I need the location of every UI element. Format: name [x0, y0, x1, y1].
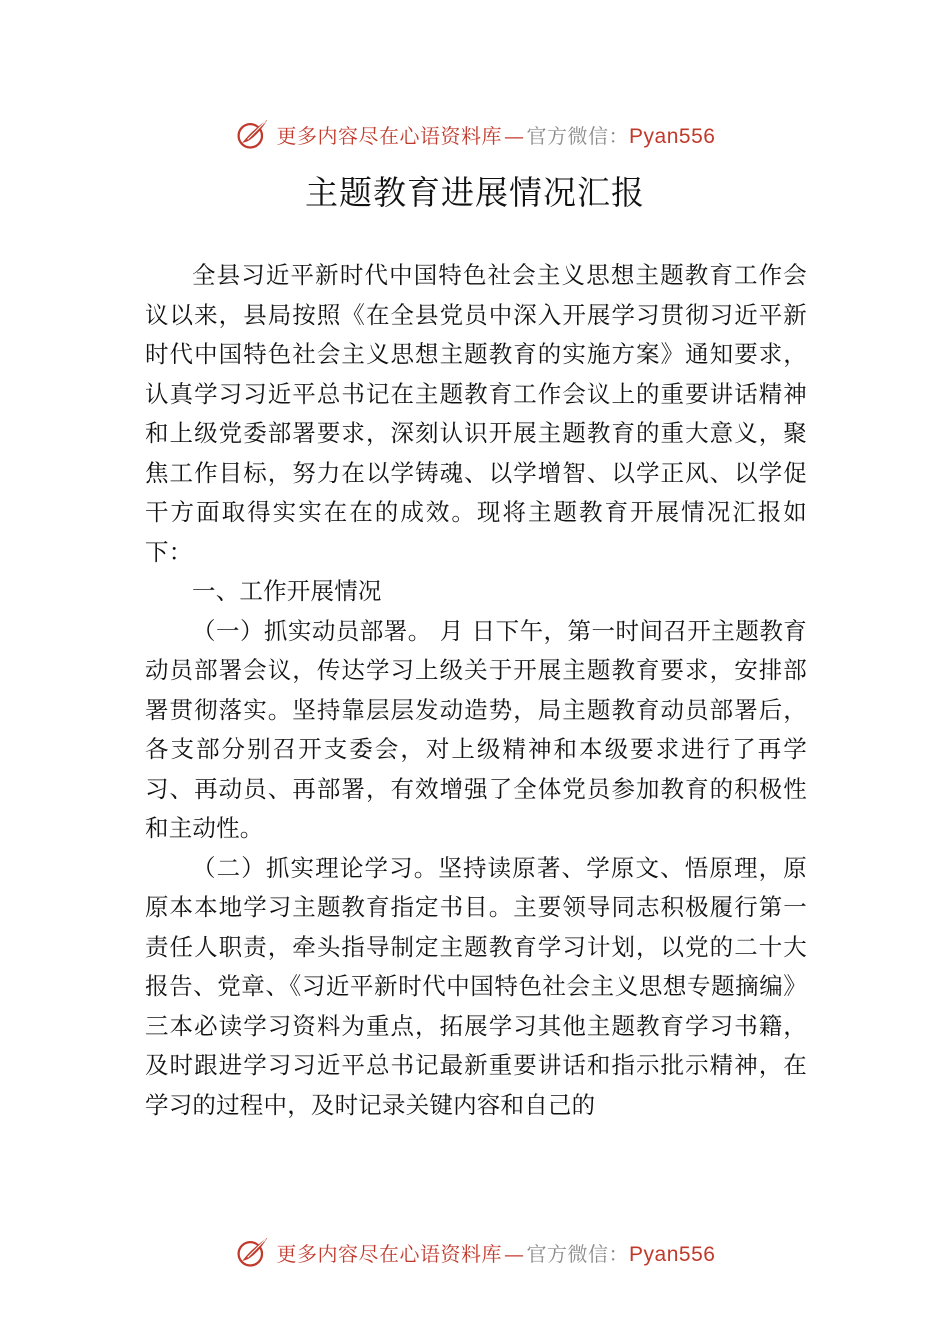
watermark-dash: —: [504, 1241, 525, 1266]
document-title: 主题教育进展情况汇报: [305, 173, 645, 212]
watermark-label: 官方微信：: [526, 1241, 630, 1266]
watermark-dash: —: [504, 123, 525, 148]
section-heading: 一、工作开展情况: [192, 577, 382, 605]
quill-logo-icon: [235, 1234, 271, 1270]
paragraph-mobilization: （一）抓实动员部署。 月 日下午，第一时间召开主题教育动员部署会议，传达学习上级关于开展主题教育要求，安排部署贯彻落实。坚持靠层层发动造势，局主题教育动员部署后，各支部分别召开支委会，对上级精神和本级要求进行了再学习、再动员、再部署，有效增强了全体党员参加教育的积极性和主动性。: [145, 616, 807, 842]
watermark-text: [277, 1238, 716, 1267]
watermark-main-text: 更多内容尽在心语资料库: [276, 1241, 503, 1266]
document-body: [145, 256, 807, 1125]
watermark-label: 官方微信：: [526, 123, 630, 148]
paragraph-intro: 全县习近平新时代中国特色社会主义思想主题教育工作会议以来，县局按照《在全县党员中深入开展学习贯彻习近平新时代中国特色社会主义思想主题教育的实施方案》通知要求，认真学习习近平总书记在主题教育工作会议上的重要讲话精神和上级党委部署要求，深刻认识开展主题教育的重大意义，聚焦工作目标，努力在以学铸魂、以学增智、以学正风、以学促干方面取得实实在在的成效。现将主题教育开展情况汇报如下：: [145, 261, 807, 566]
quill-logo-icon: [235, 116, 271, 152]
paragraph-theory-study: （二）抓实理论学习。坚持读原著、学原文、悟原理，原原本本地学习主题教育指定书目。主要领导同志积极履行第一责任人职责，牵头指导制定主题教育学习计划，以党的二十大报告、党章、《习近平新时代中国特色社会主义思想专题摘编》三本必读学习资料为重点，拓展学习其他主题教育学习书籍，及时跟进学习习近平总书记最新重要讲话和指示批示精神，在学习的过程中，及时记录关键内容和自己的: [145, 853, 807, 1119]
watermark-footer: [0, 1232, 950, 1272]
watermark-text: [277, 120, 716, 149]
watermark-wechat-id: Pyan556: [629, 124, 716, 148]
watermark-wechat-id: Pyan556: [629, 1242, 716, 1266]
watermark-main-text: 更多内容尽在心语资料库: [276, 123, 503, 148]
watermark-header: [0, 114, 950, 154]
